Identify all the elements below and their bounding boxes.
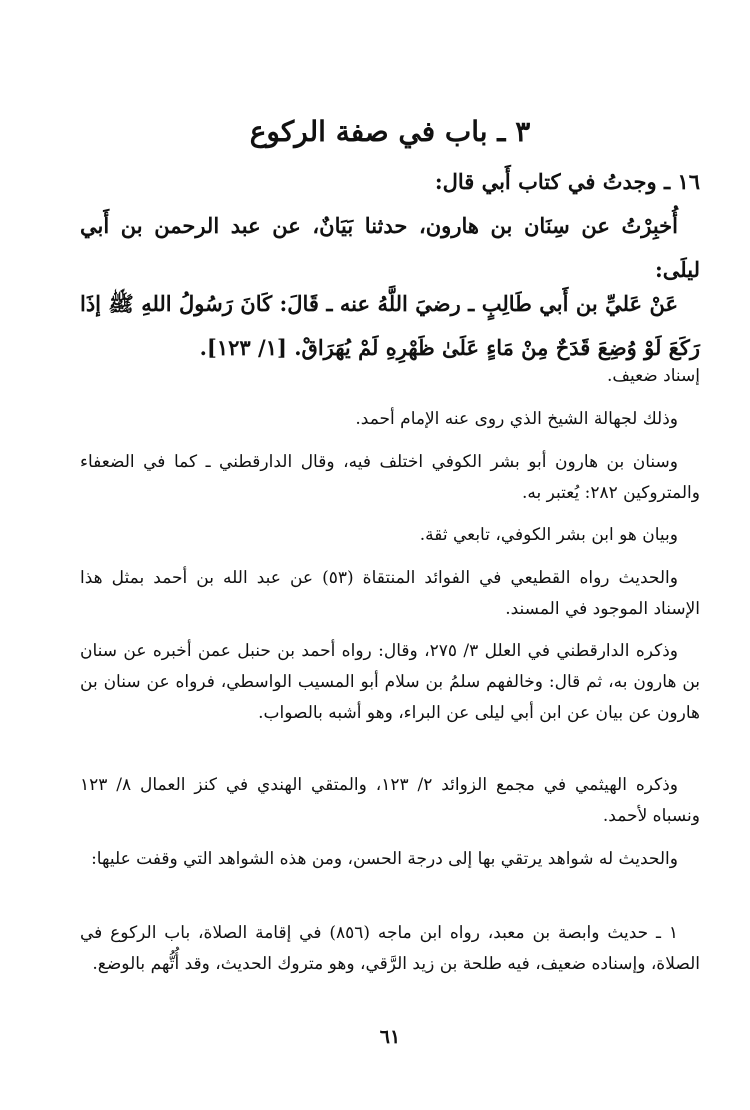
book-page [80, 0, 700, 1110]
hadith-intro: ١٦ ـ وجدتُ في كتاب أَبي قال: [434, 169, 700, 194]
commentary-paragraph: وبيان هو ابن بشر الكوفي، تابعي ثقة. [419, 525, 678, 545]
commentary-paragraph: وسنان بن هارون أبو بشر الكوفي اختلف فيه، وقال الدارقطني ـ كما في الضعفاء والمتروكين ٢٨٢: يُعتبر به. [80, 452, 700, 503]
commentary-paragraph: وذكره الدارقطني في العلل ٣/ ٢٧٥، وقال: رواه أحمد بن حنبل عمن أخبره عن سنان بن هارون به، ثم قال: وخالفهم سلمُ بن سلام أبو المسيب الواسطي، فرواه عن سنان بن هارون عن بيان عن ابن أبي ليلى عن البراء، وهو أشبه بالصواب. [80, 641, 700, 723]
commentary-paragraph: ١ ـ حديث وابصة بن معبد، رواه ابن ماجه (٨٥٦) في إقامة الصلاة، باب الركوع في الصلاة، وإسناده ضعيف، فيه طلحة بن زيد الرَّقي، وهو متروك الحديث، وقد أُتُّهم بالوضع. [80, 923, 700, 974]
commentary-paragraph: وذلك لجهالة الشيخ الذي روى عنه الإمام أحمد. [355, 409, 678, 429]
commentary-paragraph: وذكره الهيثمي في مجمع الزوائد ٢/ ١٢٣، والمتقي الهندي في كنز العمال ٨/ ١٢٣ ونسباه لأحمد. [80, 775, 700, 826]
page-number: ٦١ [379, 1026, 401, 1048]
chapter-title: ٣ ـ باب في صفة الركوع [249, 115, 531, 148]
commentary-paragraph: إسناد ضعيف. [606, 366, 700, 386]
hadith-chain: أُخبِرْتُ عن سِنَان بن هارون، حدثنا بَيَانٌ، عن عبد الرحمن بن أَبي ليلَى: [80, 213, 700, 282]
commentary-paragraph: والحديث له شواهد يرتقي بها إلى درجة الحسن، ومن هذه الشواهد التي وقفت عليها: [91, 849, 678, 869]
commentary-paragraph: والحديث رواه القطيعي في الفوائد المنتقاة (٥٣) عن عبد الله بن أحمد بمثل هذا الإسناد الموجود في المسند. [80, 568, 700, 619]
hadith-text: عَنْ عَليِّ بن أَبي طَالِبٍ ـ رضيَ اللَّهُ عنه ـ قَالَ: كَانَ رَسُولُ اللهِ ﷺ إذَا رَكَعَ لَوْ وُضِعَ قَدَحٌ مِنْ مَاءٍ عَلَىٰ ظَهْرِهِ لَمْ يُهَرَاقْ. [١/ ١٢٣]. [80, 291, 700, 360]
